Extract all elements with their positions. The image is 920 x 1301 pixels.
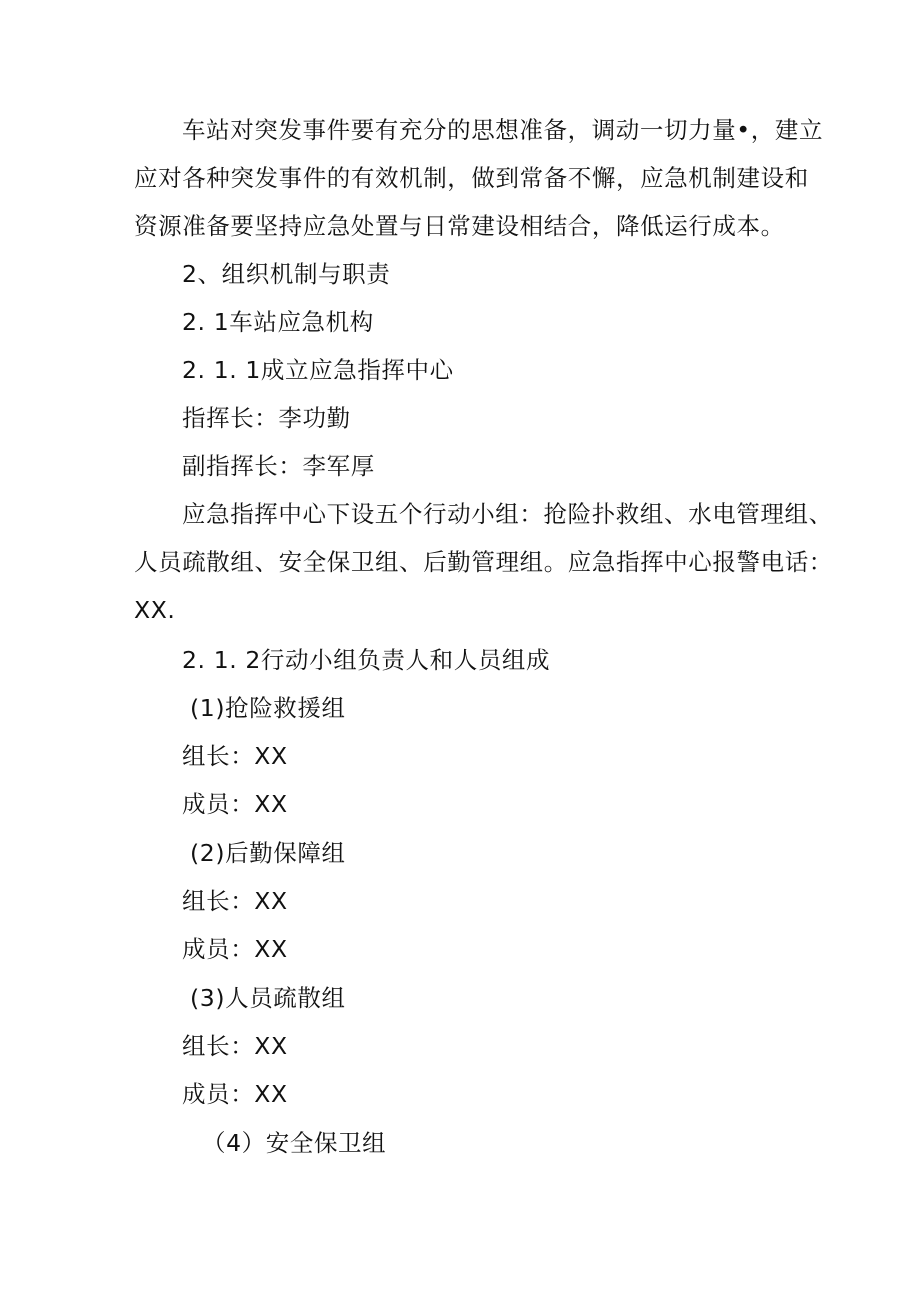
groups-paragraph-line-3: XX. <box>134 596 176 624</box>
section-heading-2-1-2: 2. 1. 2行动小组负责人和人员组成 <box>182 646 551 674</box>
group-title-3: (3)人员疏散组 <box>190 984 346 1012</box>
group-title-4: （4）安全保卫组 <box>202 1129 387 1157</box>
deputy-commander-line: 副指挥长：李军厚 <box>182 452 375 480</box>
section-heading-2: 2、组织机制与职责 <box>182 260 391 288</box>
group-members-2: 成员：XX <box>182 935 288 963</box>
group-leader-1: 组长：XX <box>182 742 288 770</box>
group-leader-2: 组长：XX <box>182 887 288 915</box>
group-members-3: 成员：XX <box>182 1080 288 1108</box>
intro-paragraph-line-3: 资源准备要坚持应急处置与日常建设相结合，降低运行成本。 <box>134 212 785 240</box>
intro-paragraph-line-2: 应对各种突发事件的有效机制，做到常备不懈，应急机制建设和 <box>134 164 809 192</box>
group-leader-3: 组长：XX <box>182 1032 288 1060</box>
groups-paragraph-line-2: 人员疏散组、安全保卫组、后勤管理组。应急指挥中心报警电话： <box>134 548 833 576</box>
group-title-2: (2)后勤保障组 <box>190 839 346 867</box>
groups-paragraph-line-1: 应急指挥中心下设五个行动小组：抢险扑救组、水电管理组、 <box>182 500 833 528</box>
commander-line: 指挥长：李功勤 <box>182 404 351 432</box>
group-title-1: (1)抢险救援组 <box>190 694 346 722</box>
group-members-1: 成员：XX <box>182 790 288 818</box>
intro-paragraph-line-1: 车站对突发事件要有充分的思想准备，调动一切力量•，建立 <box>182 116 824 144</box>
section-heading-2-1-1: 2. 1. 1成立应急指挥中心 <box>182 356 454 384</box>
section-heading-2-1: 2. 1车站应急机构 <box>182 308 374 336</box>
